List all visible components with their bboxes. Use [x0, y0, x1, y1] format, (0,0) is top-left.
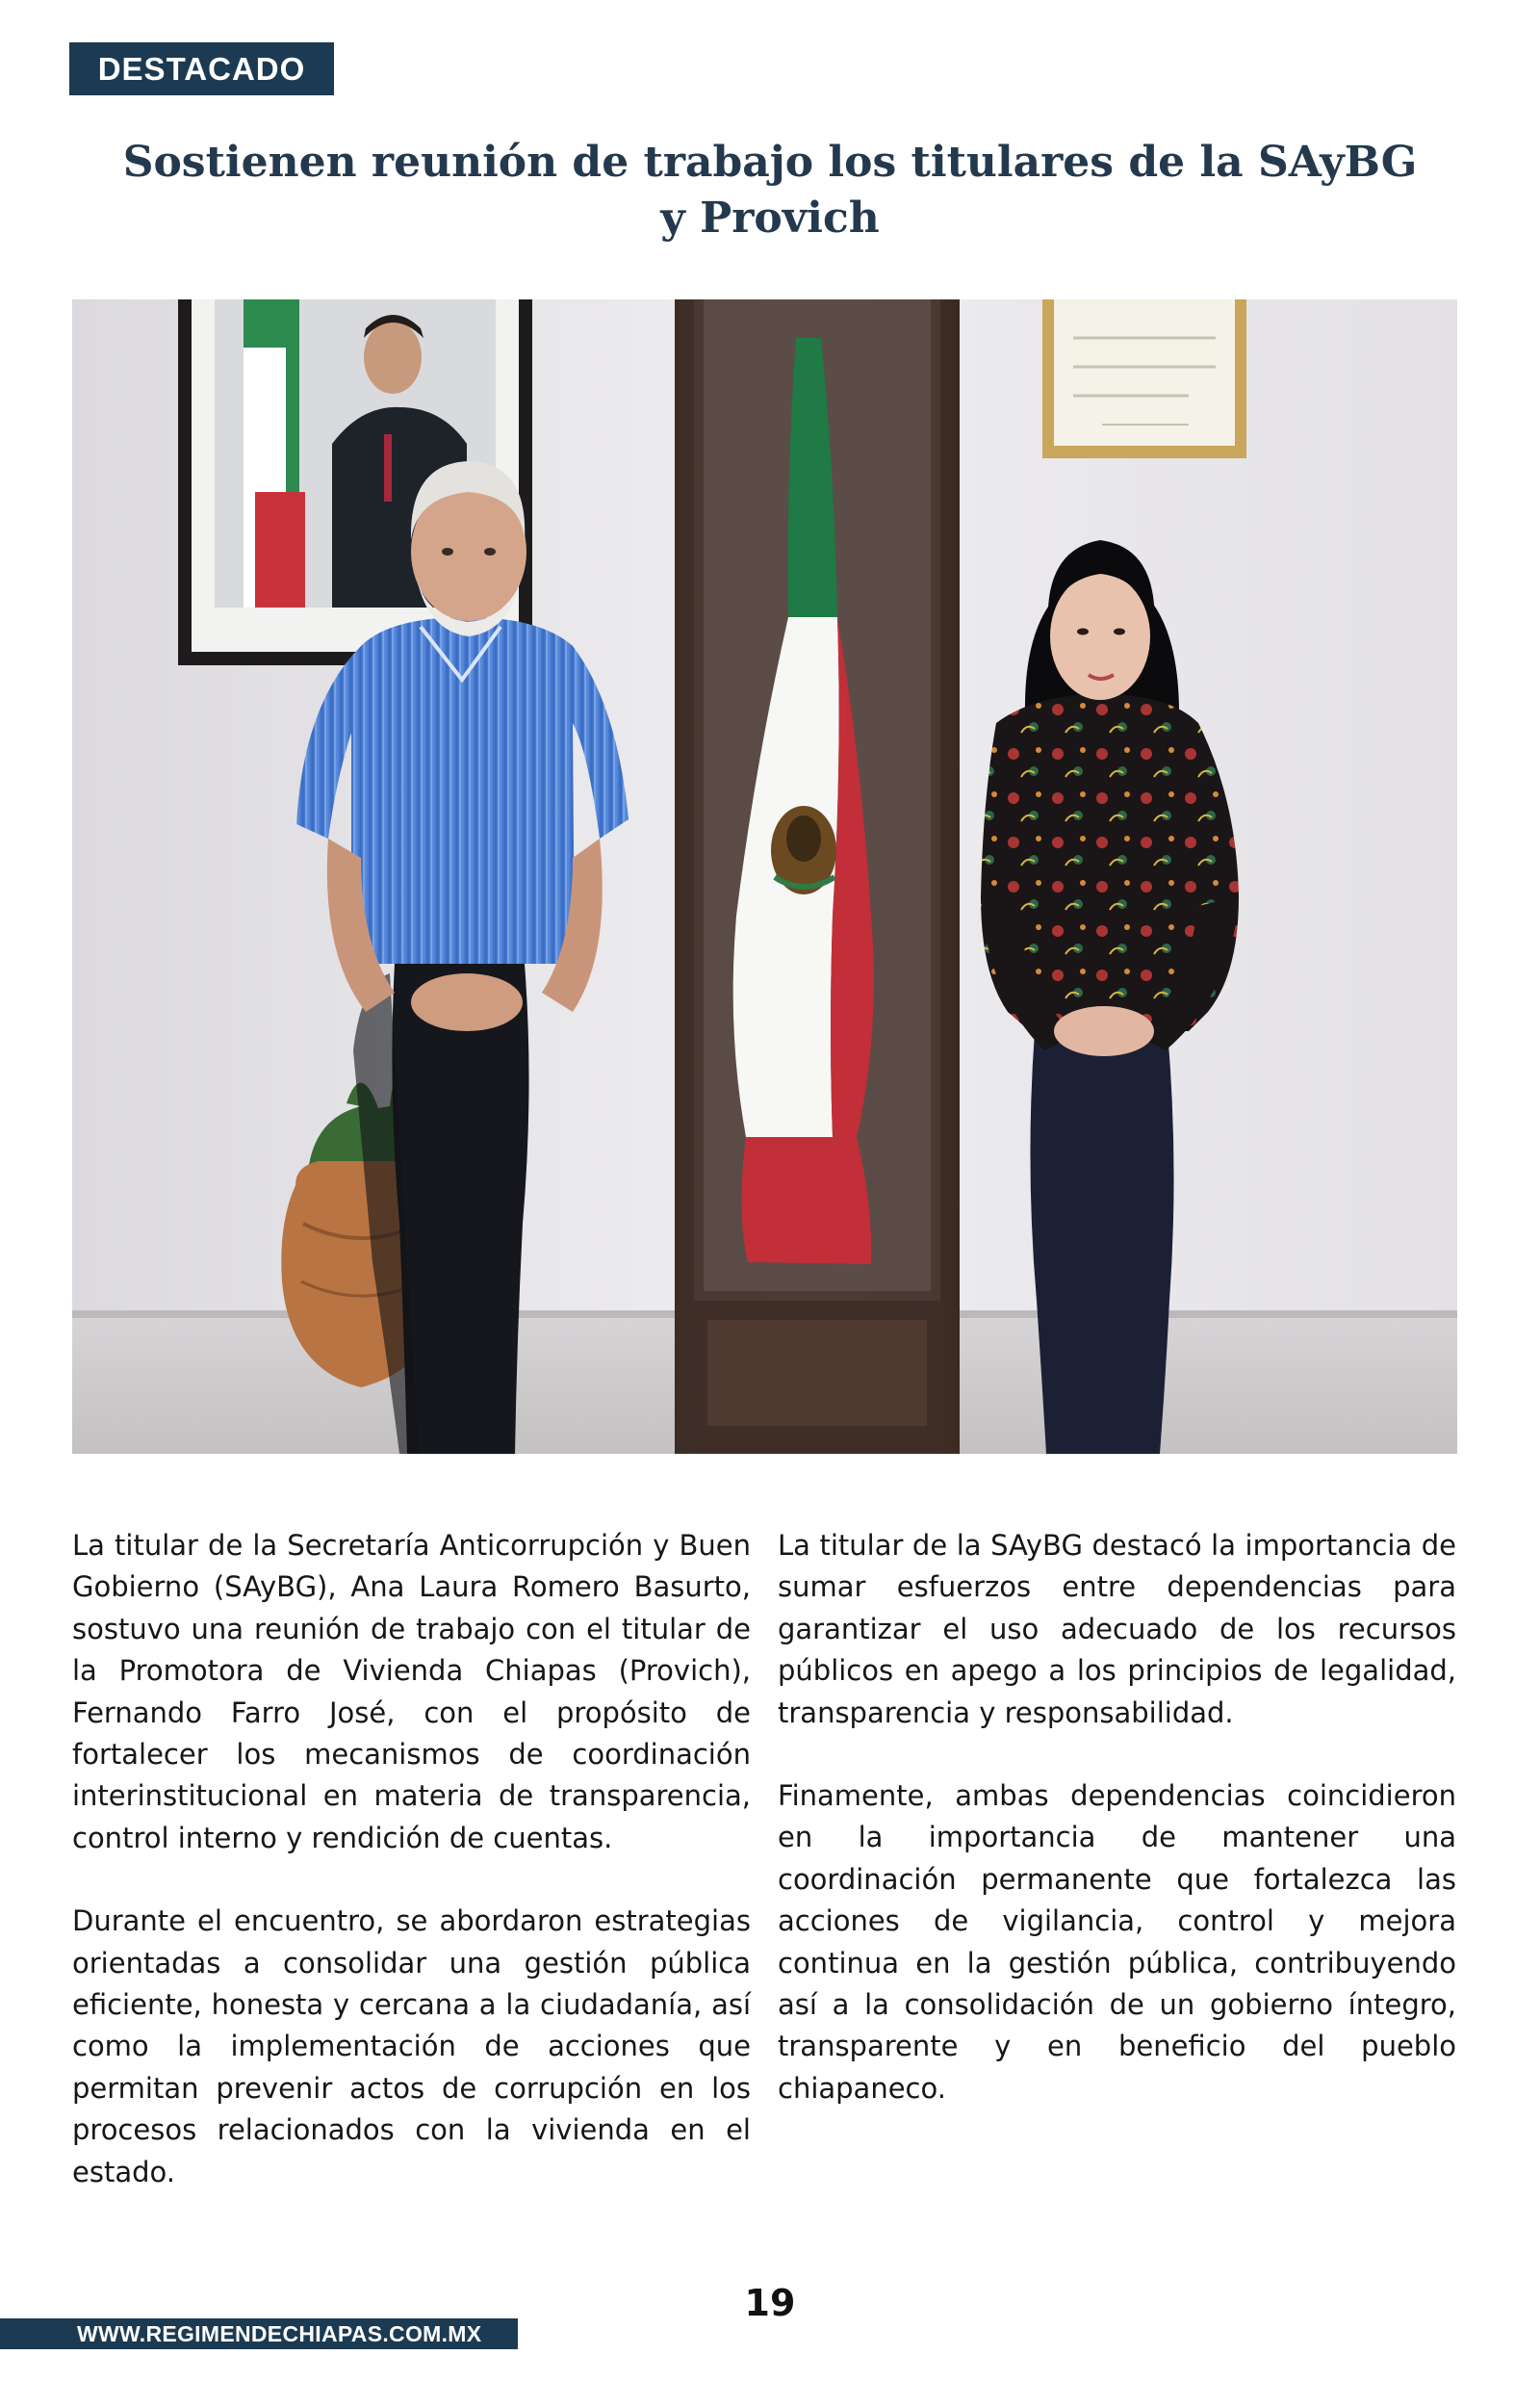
- article-photo: [72, 299, 1457, 1454]
- page-number: 19: [744, 2282, 796, 2324]
- section-tag: DESTACADO: [69, 42, 334, 95]
- article-paragraph: La titular de la SAyBG destacó la importancia de sumar esfuerzos entre dependencias para garantizar el uso adecuado de los recursos públicos en apego a los principios de legalidad, transparencia y responsabilidad.: [778, 1529, 1456, 1729]
- certificate-frame: [1042, 299, 1246, 458]
- article-paragraph: Durante el encuentro, se abordaron estrategias orientadas a consolidar una gestión pública eficiente, honesta y cercana a la ciudadanía, así como la implementación de acciones que permitan prevenir actos de corrupción en los procesos relacionados con la vivienda en el estado.: [72, 1904, 751, 2188]
- article-paragraph: La titular de la Secretaría Anticorrupción y Buen Gobierno (SAyBG), Ana Laura Romero Basurto, sostuvo una reunión de trabajo con el titular de la Promotora de Vivienda Chiapas (Provich), Fernando Farro José, con el propósito de fortalecer los mecanismos de coordinación interinstitucional en materia de transparencia, control interno y rendición de cuentas.: [72, 1529, 751, 1854]
- article-headline: Sostienen reunión de trabajo los titulares de la SAyBG y Provich: [122, 138, 1418, 243]
- article-body-right-column: [778, 1525, 1456, 2151]
- footer-website-link[interactable]: WWW.REGIMENDECHIAPAS.COM.MX: [0, 2318, 518, 2349]
- article-paragraph: Finamente, ambas dependencias coincidieron en la importancia de mantener una coordinación permanente que fortalezca las acciones de vigilancia, control y mejora continua en la gestión pública, contribuyendo así a la consolidación de un gobierno íntegro, transparente y en beneficio del pueblo chiapaneco.: [778, 1779, 1456, 2105]
- article-body-left-column: [72, 1525, 751, 2235]
